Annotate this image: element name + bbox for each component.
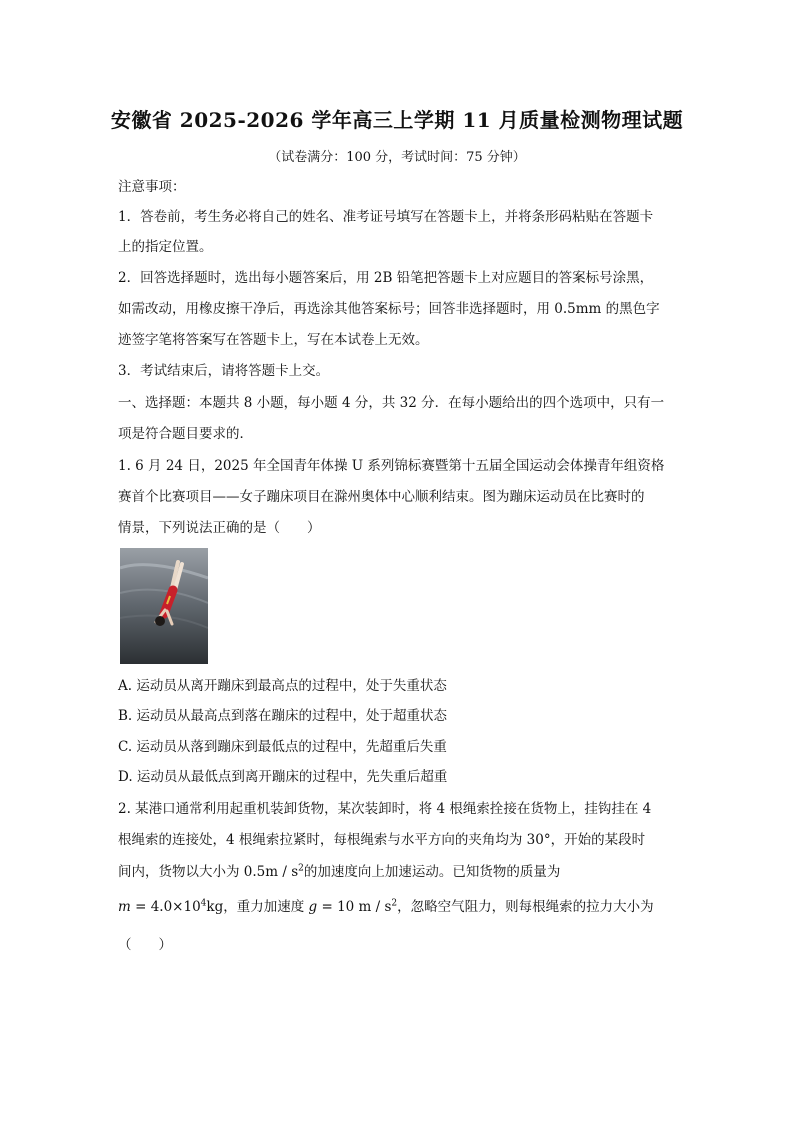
notice-header: 注意事项： — [118, 179, 186, 195]
section-heading: 项是符合题目要求的． — [118, 426, 253, 442]
question-2-stem: 根绳索的连接处，4 根绳索拉紧时，每根绳索与水平方向的夹角均为 30°，开始的某段时 — [118, 832, 646, 848]
notice-line: 上的指定位置。 — [118, 239, 213, 255]
q1-option-d: D. 运动员从最低点到离开蹦床的过程中，先失重后超重 — [118, 769, 448, 785]
q1-option-b: B. 运动员从最高点到落在蹦床的过程中，处于超重状态 — [118, 708, 448, 724]
q1-option-a: A. 运动员从离开蹦床到最高点的过程中，处于失重状态 — [118, 678, 447, 694]
q1-option-c: C. 运动员从落到蹦床到最低点的过程中，先超重后失重 — [118, 739, 447, 755]
question-2-stem: 间内，货物以大小为 $0.5m / s^2$的加速度向上加速运动。已知货物的质量为 — [118, 863, 561, 880]
notice-line: 2．回答选择题时，选出每小题答案后，用 2B 铅笔把答题卡上对应题目的答案标号涂黑， — [118, 270, 654, 286]
notice-line: 3．考试结束后，请将答题卡上交。 — [118, 363, 330, 379]
question-1-stem: 1. 6 月 24 日，2025 年全国青年体操 U 系列锦标赛暨第十五届全国运动会体操青年组资格 — [118, 458, 665, 474]
question-2-stem: $m = 4.0\times 10^4kg$，重力加速度 g = 10 m / $s^2$，忽略空气阻力，则每根绳索的拉力大小为 — [118, 898, 654, 915]
notice-line: 迹签字笔将答案写在答题卡上，写在本试卷上无效。 — [118, 332, 429, 348]
question-1-stem: 情景，下列说法正确的是（ ） — [118, 520, 321, 536]
page-title: 安徽省 2025-2026 学年高三上学期 11 月质量检测物理试题 — [110, 108, 684, 132]
section-heading: 一、选择题：本题共 8 小题，每小题 4 分，共 32 分．在每小题给出的四个选项中，只有一 — [118, 395, 665, 411]
question-1-stem: 赛首个比赛项目——女子蹦床项目在滁州奥体中心顺利结束。图为蹦床运动员在比赛时的 — [118, 489, 645, 505]
question-2-stem: 2. 某港口通常利用起重机装卸货物，某次装卸时，将 4 根绳索拴接在货物上，挂钩挂在 4 — [118, 801, 652, 817]
notice-line: 如需改动，用橡皮擦干净后，再选涂其他答案标号；回答非选择题时，用 0.5mm 的黑色字 — [118, 301, 660, 317]
notice-line: 1．答卷前，考生务必将自己的姓名、准考证号填写在答题卡上，并将条形码粘贴在答题卡 — [118, 209, 654, 225]
trampoline-athlete-photo — [120, 548, 208, 664]
exam-info: （试卷满分：100 分，考试时间：75 分钟） — [268, 150, 526, 165]
question-2-answer-blank: （ ） — [118, 937, 172, 953]
